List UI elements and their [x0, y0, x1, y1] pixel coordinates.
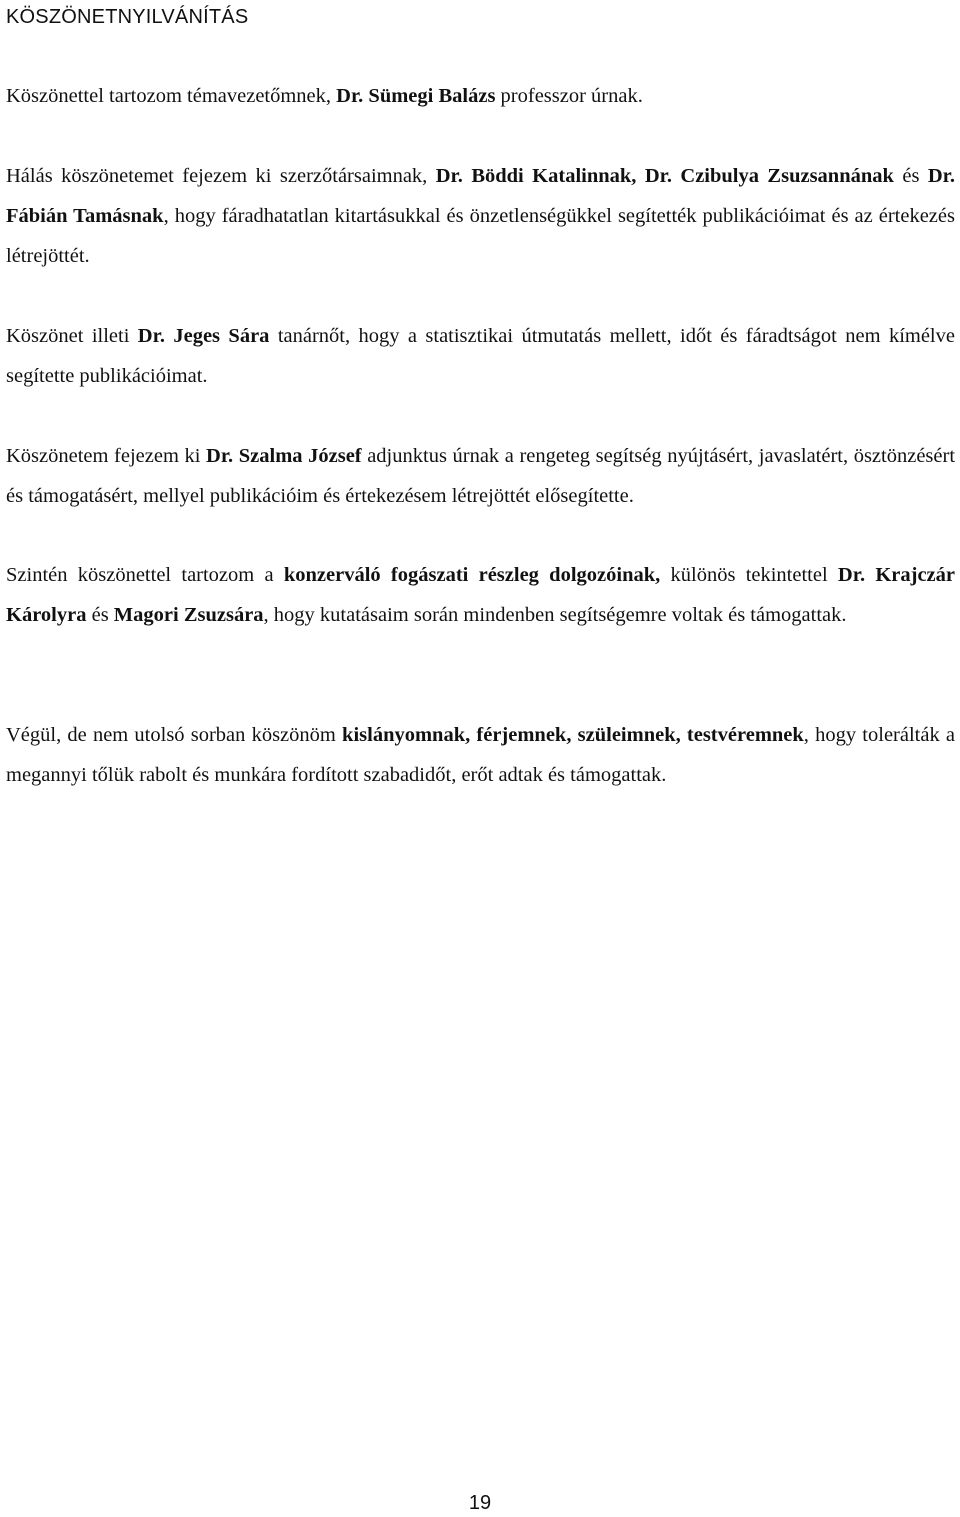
person-name: Dr. Jeges Sára: [137, 325, 270, 347]
text-segment: Szintén köszönettel tartozom a: [6, 564, 284, 586]
department-name: konzerváló fogászati részleg dolgozóinak,: [283, 564, 661, 586]
text-segment: tanárnőt, hogy a statisztikai útmutatás mellett, időt és fáradtságot nem kímélve segítette publikációimat.: [6, 325, 955, 387]
paragraph-supervisor: [6, 76, 955, 116]
text-segment: Köszönet illeti: [6, 325, 138, 347]
paragraph-statistics: [6, 316, 955, 396]
document-page: [6, 0, 955, 1517]
text-segment: Hálás köszönetemet fejezem ki szerzőtársaimnak,: [6, 165, 436, 187]
person-name: Dr. Fábián Tamásnak: [6, 165, 956, 227]
person-name: Dr. Szalma József: [206, 445, 362, 467]
page-heading: KÖSZÖNETNYILVÁNÍTÁS: [6, 6, 249, 28]
text-segment: és: [86, 604, 114, 626]
text-segment: és: [893, 165, 928, 187]
paragraph-coauthors: [6, 156, 955, 276]
page-number: 19: [468, 1492, 492, 1514]
person-name: Dr. Sümegi Balázs: [336, 85, 496, 107]
paragraph-department: [6, 555, 955, 635]
paragraph-family: [6, 715, 955, 795]
text-segment: különös tekintettel: [660, 564, 838, 586]
text-segment: Köszönettel tartozom témavezetőmnek,: [6, 85, 337, 107]
text-segment: , hogy kutatásaim során mindenben segítségemre voltak és támogattak.: [263, 604, 847, 626]
person-name: Dr. Krajczár Károlyra: [6, 564, 955, 626]
person-name: Magori Zsuzsára: [113, 604, 264, 626]
text-segment: professzor úrnak.: [495, 85, 643, 107]
paragraph-adjunct: [6, 436, 955, 516]
text-segment: , hogy fáradhatatlan kitartásukkal és önzetlenségükkel segítették publikációimat és az értekezés létrejöttét.: [6, 205, 955, 267]
family-members: kislányomnak, férjemnek, szüleimnek, testvéremnek: [342, 724, 804, 746]
text-segment: , hogy tolerálták a megannyi tőlük rabolt és munkára fordított szabadidőt, erőt adtak és támogattak.: [6, 724, 955, 786]
person-name: Dr. Böddi Katalinnak, Dr. Czibulya Zsuzsannának: [435, 165, 894, 187]
text-segment: Végül, de nem utolsó sorban köszönöm: [6, 724, 343, 746]
text-segment: adjunktus úrnak a rengeteg segítség nyújtásért, javaslatért, ösztönzésért és támogatásért, mellyel publikációim és értekezésem létrejöttét elősegítette.: [6, 445, 956, 507]
text-segment: Köszönetem fejezem ki: [6, 445, 207, 467]
